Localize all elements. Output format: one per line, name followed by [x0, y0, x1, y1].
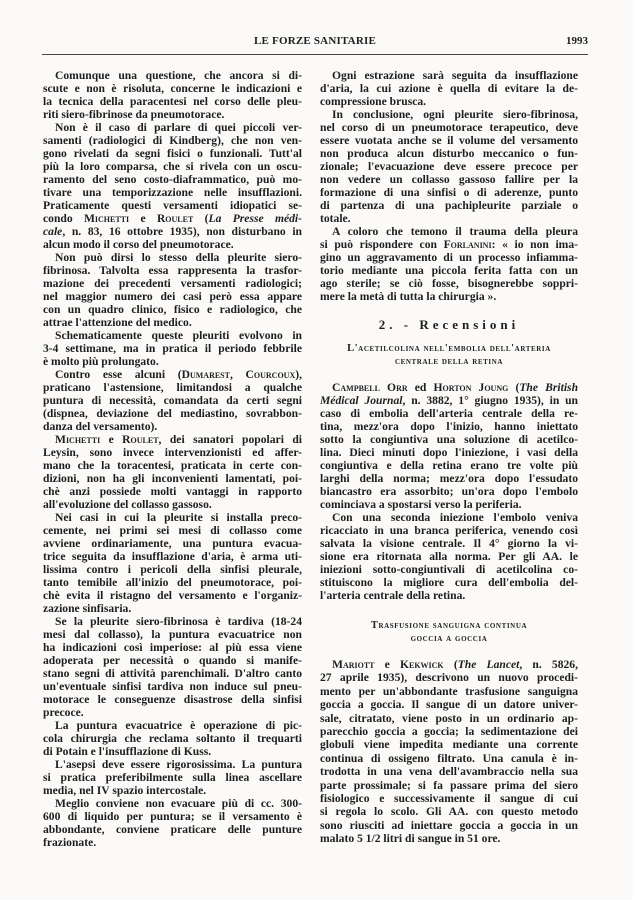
text-line: precoce.: [43, 706, 84, 719]
paragraph: [43, 511, 302, 615]
text-line: sione era ritornata alla norma. Per gli AA. le: [320, 550, 578, 563]
text-line: chè anzi possiede molti vantaggi in rapporto: [43, 485, 302, 498]
paragraph: [43, 121, 302, 251]
paragraph: [43, 758, 302, 797]
text-line: mento per un'abbondante trasfusione sanguigna: [320, 684, 578, 698]
review-title-2: [320, 619, 578, 645]
author-name: Courcoux: [245, 368, 296, 381]
left-column-text: [43, 69, 302, 849]
author-name: Forlanini: [443, 238, 492, 251]
paragraph: [320, 108, 578, 225]
text-line: mesi dal collasso), la puntura evacuatrice non: [43, 628, 302, 641]
text-line: [320, 381, 578, 394]
text-line: mere la metà di tutta la chirurgia ».: [320, 290, 497, 303]
text-line: abbondante, conviene praticare delle punture: [43, 823, 302, 836]
text-line: Schematicamente queste pleuriti evolvono in: [55, 329, 302, 342]
text-line: ramento del seno costo-diaframmatico, può mo-: [43, 173, 302, 186]
text-line: parecchio goccia a goccia; la sedimentazione dei: [320, 724, 578, 738]
text-line: si regola lo scolo. Gli AA. con questo metodo: [320, 805, 578, 819]
text-line: cola chirurgia che reclama soltanto il trequarti: [43, 732, 302, 745]
review-title-line: Trasfusione sanguigna continua: [370, 620, 528, 631]
text-line: caso di embolia dell'arteria centrale della re-: [320, 407, 578, 420]
text-line: compressione brusca.: [320, 95, 427, 108]
text-line: nel corso di un pneumotorace terapeutico, deve: [320, 121, 578, 134]
text-line: non vedere un collasso gassoso fallire per la: [320, 173, 578, 186]
citation-title: cale: [43, 225, 63, 238]
text-line: zionale; l'evacuazione deve essere precoce per: [320, 160, 578, 173]
text-line: avviene ordinariamente, una puntura evacua-: [43, 537, 302, 550]
review-title-line: centrale della retina: [394, 356, 504, 367]
text-line: Non può dirsi lo stesso della pleurite siero-: [55, 251, 302, 264]
text-line: di partenza di una pachipleurite parziale o: [320, 199, 578, 212]
paragraph: [320, 511, 578, 602]
paragraph: [320, 225, 578, 303]
text-line: continua di ossigeno filtrato. Una canula è in-: [320, 751, 578, 765]
paragraph: [43, 69, 302, 121]
text-line: [43, 212, 302, 225]
text-line: totale.: [320, 212, 351, 225]
paragraph: [43, 251, 302, 329]
text-line: [320, 658, 578, 671]
text-line: ago sterile; se ciò fosse, bisognerebbe soppri-: [320, 277, 578, 290]
text-run: , dei sanatori popolari di: [158, 433, 302, 446]
text-line: fisiologico e successivamente il sangue di cui: [320, 791, 578, 805]
text-line: 27 aprile 1935), descrivono un nuovo procedi-: [320, 671, 578, 685]
right-column: [320, 0, 578, 900]
text-line: formazione di una sinfisi o di aderenze, punto: [320, 186, 578, 199]
text-line: [43, 225, 302, 238]
text-line: [43, 368, 302, 381]
text-line: attrae l'attenzione del medico.: [43, 316, 192, 329]
text-line: zazione sinfisaria.: [43, 602, 132, 615]
text-line: nel maggior numero dei casi però essa appare: [43, 290, 302, 303]
text-run: , n. 83, 16 ottobre 1935), non disturbano in: [62, 225, 302, 238]
text-run: ed: [407, 381, 434, 394]
text-line: goccia a goccia. Il sangue di un datore univer-: [320, 698, 578, 712]
text-line: congiuntiva e della retina erano tre volte più: [320, 459, 578, 472]
text-line: lissima contro i pericoli della sinfisi pleurale,: [43, 563, 302, 576]
text-run: e: [374, 658, 400, 671]
citation-title: The Lancet: [457, 658, 520, 671]
text-line: più la loro comparsa, che si rivela con un oscu-: [43, 160, 302, 173]
text-run: si può rispondere con: [320, 238, 444, 251]
text-line: lina. Dieci minuti dopo l'iniezione, i vasi della: [320, 446, 578, 459]
text-line: cemente, nei primi sei mesi di collasso come: [43, 524, 302, 537]
text-line: Praticamente questi versamenti idiopatici se-: [43, 199, 302, 212]
author-name: Kekwick: [399, 658, 444, 671]
review-title-1: [320, 342, 578, 368]
text-line: malato 5 1/2 litri di sangue in 51 ore.: [320, 832, 501, 846]
text-line: con un quadro clinico, fisico e radiologico, che: [43, 303, 302, 316]
author-name: Michetti: [83, 212, 130, 225]
text-line: salvata la visione centrale. Il 4° giorno la vi-: [320, 537, 578, 550]
text-line: globuli viene impedita mediante una corrente: [320, 738, 578, 752]
text-line: sale, citratato, viene posto in un ordinario ap-: [320, 711, 578, 725]
author-name: Horton Joung: [433, 381, 509, 394]
text-line: Ogni estrazione sarà seguita da insufflazione: [332, 69, 578, 82]
text-run: : « io non ima-: [491, 238, 578, 251]
text-line: un'eventuale sinfisi tardiva non induce sul pneu-: [43, 680, 302, 693]
text-line: Non è il caso di parlare di quei piccoli ver-: [55, 121, 302, 134]
text-line: [320, 394, 578, 407]
text-line: gino un aggravamento di un processo infiamma-: [320, 251, 578, 264]
paragraph: [43, 433, 302, 511]
page-number: 1993: [566, 35, 588, 47]
author-name: Campbell Orr: [332, 381, 408, 394]
text-run: condo: [43, 212, 84, 225]
text-line: parte prossimale; si fa passare prima del siero: [320, 778, 578, 792]
author-name: Roulet: [156, 212, 194, 225]
text-line: biancastro era assorbito; un'ora dopo l'embolo: [320, 485, 578, 498]
text-run: Contro esse alcuni (: [55, 368, 182, 381]
review-2-body: [320, 658, 578, 845]
paragraph: [43, 615, 302, 719]
text-line: si pratica preferibilmente sulla linea ascellare: [43, 771, 302, 784]
text-line: d'aria, la cui azione è quella di evitare la de-: [320, 82, 578, 95]
text-line: di Potain e l'insufflazione di Kuss.: [43, 745, 212, 758]
text-run: (: [443, 658, 458, 671]
text-line: ha indicazioni così imperiose: al più essa viene: [43, 641, 302, 654]
author-name: Roulet: [122, 433, 159, 446]
text-line: puntura di necessità, comandata da certi segni: [43, 394, 302, 407]
text-run: , n. 5826,: [519, 658, 578, 671]
text-line: essere vuotata anche se il volume del versamento: [320, 134, 578, 147]
text-line: torio mediante una piccola ferita fatta con un: [320, 264, 578, 277]
right-column-intro: [320, 69, 578, 303]
text-line: alcun modo il corso del pneumotorace.: [43, 238, 234, 251]
text-line: media, nel IV spazio intercostale.: [43, 784, 207, 797]
text-line: è molto più prolungato.: [43, 355, 159, 368]
text-line: tivare una temporizzazione nelle insufflazioni.: [43, 186, 302, 199]
text-line: l'arteria centrale della retina.: [320, 589, 466, 602]
text-line: Comunque una questione, che ancora si di-: [55, 69, 302, 82]
text-line: tina, mezz'ora dopo l'inizio, hanno iniettato: [320, 420, 578, 433]
text-line: mano che la toracentesi, praticata in certe con-: [43, 459, 302, 472]
citation-title: The British: [519, 381, 579, 394]
text-run: e: [129, 212, 157, 225]
review-title-line: L'acetilcolina nell'embolia dell'arteria: [347, 343, 551, 354]
text-line: In conclusione, ogni pleurite siero-fibrinosa,: [332, 108, 578, 121]
text-line: frazionate.: [43, 836, 97, 849]
text-run: (: [193, 212, 209, 225]
paragraph: [43, 368, 302, 433]
author-name: Dumarest: [181, 368, 230, 381]
text-run: e: [100, 433, 123, 446]
text-line: Con una seconda iniezione l'embolo veniva: [332, 511, 578, 524]
text-line: motorace le conseguenze disastrose della sinfisi: [43, 693, 302, 706]
text-line: [320, 238, 578, 251]
text-line: Leysin, sono invece intervenzionisti ed affer-: [43, 446, 302, 459]
text-line: Nei casi in cui la pleurite si installa preco-: [55, 511, 302, 524]
text-line: Se la pleurite siero-fibrinosa è tardiva (18-24: [55, 615, 302, 628]
text-line: chè evita il ristagno del versamento e l'organiz-: [43, 589, 302, 602]
text-line: sotto la congiuntiva una soluzione di acetilco-: [320, 433, 578, 446]
text-line: trodotta in una vena dell'avambraccio nella sua: [320, 765, 578, 779]
text-line: cominciava a spostarsi verso la periferia.: [320, 498, 522, 511]
text-run: ,: [229, 368, 246, 381]
review-1-body: [320, 381, 578, 602]
journal-title: LE FORZE SANITARIE: [254, 35, 376, 47]
author-name: Michetti: [55, 433, 101, 446]
text-line: la tecnica della paracentesi nel corso delle pleu-: [43, 95, 302, 108]
text-line: praticano l'astensione, limitandosi a qualche: [43, 381, 302, 394]
left-column: [43, 69, 302, 869]
review-title-line: goccia a goccia: [410, 633, 488, 644]
text-line: gono rivelati da segni fisici o funzionali. Tutt'al: [43, 147, 302, 160]
text-line: [43, 433, 302, 446]
text-line: Meglio conviene non evacuare più di cc. 300-: [55, 797, 302, 810]
text-line: dizioni, non ha gli inconvenienti lamentati, poi-: [43, 472, 302, 485]
text-line: samenti (radiologici di Kindberg), che non ven-: [43, 134, 302, 147]
text-line: stano segni di attività parenchimali. D'altro canto: [43, 667, 302, 680]
text-line: La puntura evacuatrice è operazione di pic-: [55, 719, 302, 732]
text-run: , n. 3882, 1° giugno 1935), in un: [402, 394, 578, 407]
text-run: ),: [295, 368, 303, 381]
text-line: tanto temibile all'inizio del pneumotorace, poi-: [43, 576, 302, 589]
text-line: trice seguita da insufflazione d'aria, è arma uti-: [43, 550, 302, 563]
text-line: ricacciato in una branca periferica, venendo così: [320, 524, 578, 537]
paragraph: [320, 381, 578, 511]
text-line: L'asepsi deve essere rigorosissima. La puntura: [55, 758, 302, 771]
citation-title: Médical Journal: [320, 394, 403, 407]
text-line: all'evoluzione del collasso gassoso.: [43, 498, 212, 511]
text-line: riti siero-fibrinose da pneumotorace.: [43, 108, 225, 121]
paragraph: [43, 329, 302, 368]
citation-title: La Presse médi-: [208, 212, 302, 225]
section-heading: 2. - Recensioni: [378, 317, 520, 332]
text-line: (dispnea, deviazione del mediastino, sovrabbon-: [43, 407, 302, 420]
author-name: Mariott: [332, 658, 375, 671]
text-line: stituiscono la migliore cura dell'embolia del-: [320, 576, 578, 589]
text-line: sono riusciti ad iniettare goccia a goccia in un: [320, 818, 578, 832]
paragraph: [43, 719, 302, 758]
text-line: 600 di liquido per puntura; se il versamento è: [43, 810, 302, 823]
text-line: danza del versamento).: [43, 420, 158, 433]
text-line: fibrinosa. Talvolta essa rappresenta la trasfor-: [43, 264, 302, 277]
text-line: iniezioni sotto-congiuntivali di acetilcolina co-: [320, 563, 578, 576]
paragraph: [43, 797, 302, 849]
paragraph: [320, 658, 578, 845]
text-line: mazione dei precedenti versamenti radiologici;: [43, 277, 302, 290]
text-run: (: [508, 381, 520, 394]
text-line: A coloro che temono il trauma della pleura: [332, 225, 578, 238]
text-line: adoperata per necessità o quando si manife-: [43, 654, 302, 667]
text-line: scute e non è risoluta, concerne le indicazioni e: [43, 82, 302, 95]
text-line: non produca alcun disturbo meccanico o fun-: [320, 147, 578, 160]
text-line: larghi della norma; mezz'ora dopo l'essudato: [320, 472, 578, 485]
paragraph: [320, 69, 578, 108]
text-line: 3-4 settimane, ma in pratica il periodo febbrile: [43, 342, 302, 355]
